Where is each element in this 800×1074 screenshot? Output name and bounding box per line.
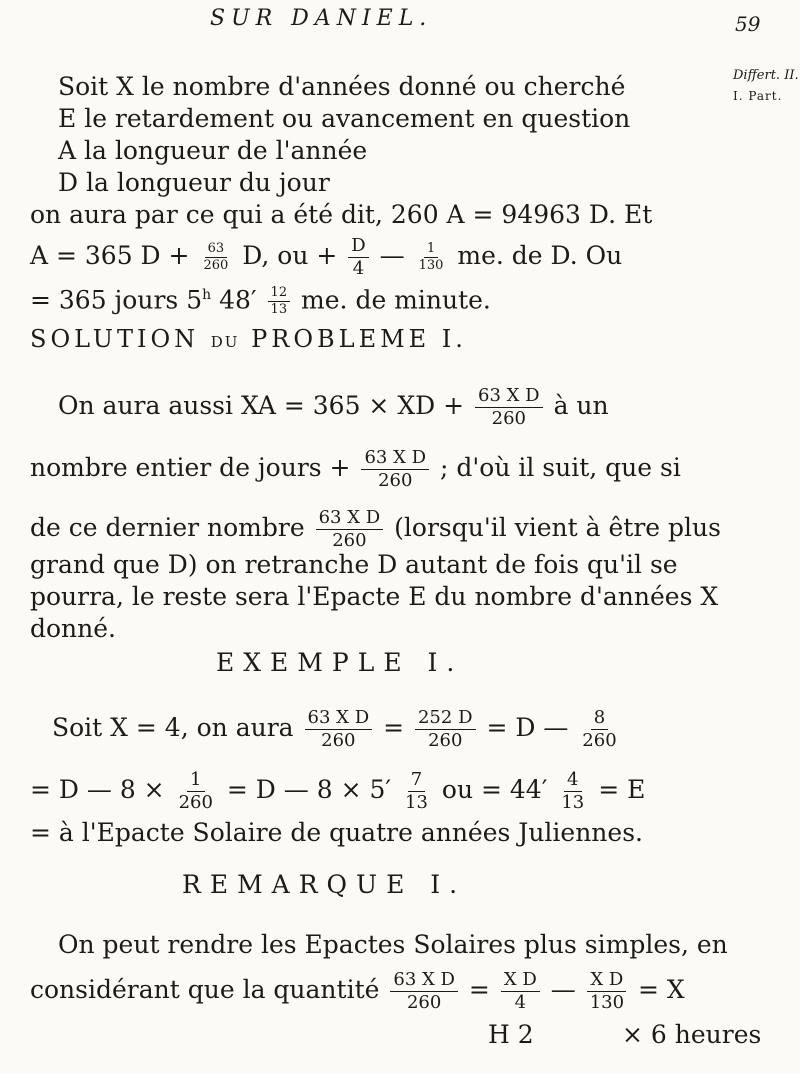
example-line-3: = à l'Epacte Solaire de quatre années Juliennes. xyxy=(30,818,643,847)
fraction-num: 4 xyxy=(564,770,581,792)
fraction xyxy=(415,708,476,751)
eq-part: me. de D. Ou xyxy=(457,241,623,270)
solution-heading xyxy=(30,324,467,357)
fraction-num: 12 xyxy=(268,286,291,302)
fraction-num: 8 xyxy=(591,708,608,730)
eq-part: 48′ xyxy=(219,285,257,315)
margin-note-line1: Differt. II. xyxy=(733,68,799,83)
fraction xyxy=(348,236,368,279)
fraction-den: 260 xyxy=(178,792,213,813)
eq-part: = X xyxy=(638,975,685,1004)
eq-part: = E xyxy=(598,775,646,804)
fraction xyxy=(558,770,587,813)
eq-part: = xyxy=(383,713,405,742)
eq-part: — xyxy=(550,975,576,1004)
margin-note-line2: I. Part. xyxy=(733,89,783,103)
remark-line-2 xyxy=(30,970,685,1013)
margin-note xyxy=(733,66,799,106)
fraction-num: 1 xyxy=(187,770,204,792)
hour-mark: h xyxy=(202,287,212,303)
eq-part: ou = 44′ xyxy=(441,775,548,804)
relation-line: on aura par ce qui a été dit, 260 A = 94963 D. Et xyxy=(30,200,653,229)
heading-word: DU xyxy=(210,333,240,351)
example-heading: EXEMPLE I. xyxy=(216,648,464,677)
remark-line-1: On peut rendre les Epactes Solaires plus simples, en xyxy=(58,930,728,959)
fraction xyxy=(305,708,373,751)
fraction-den: 4 xyxy=(352,258,365,279)
running-title: SUR DANIEL. xyxy=(210,6,433,31)
example-line-2 xyxy=(30,770,645,813)
eq-part: ; d'où il suit, que si xyxy=(440,453,681,482)
fraction-den: 4 xyxy=(514,992,527,1013)
solution-line-6: donné. xyxy=(30,614,116,643)
fraction xyxy=(316,508,384,551)
eq-part: de ce dernier nombre xyxy=(30,513,305,542)
fraction xyxy=(176,770,216,813)
fraction-den: 260 xyxy=(582,730,617,751)
fraction-num: 63 X D xyxy=(305,708,373,730)
fraction xyxy=(390,970,458,1013)
fraction-num: 63 X D xyxy=(475,386,543,408)
fraction-den: 13 xyxy=(405,792,428,813)
eq-part: = D — 8 × 5′ xyxy=(226,775,392,804)
year-length-equation xyxy=(30,236,622,279)
fraction-num: 63 X D xyxy=(316,508,384,530)
fraction xyxy=(361,448,429,491)
fraction-num: X D xyxy=(501,970,540,992)
fraction xyxy=(268,286,291,317)
definition-x: Soit X le nombre d'années donné ou cherché xyxy=(58,72,626,101)
solution-line-5: pourra, le reste sera l'Epacte E du nombre d'années X xyxy=(30,582,719,611)
fraction-den: 13 xyxy=(561,792,585,813)
fraction-den: 130 xyxy=(418,258,444,273)
eq-part: nombre entier de jours + xyxy=(30,453,351,482)
fraction-den: 260 xyxy=(406,992,442,1013)
solution-line-3 xyxy=(30,508,721,551)
fraction xyxy=(579,708,619,751)
fraction-num: X D xyxy=(587,970,626,992)
fraction-den: 260 xyxy=(428,730,463,751)
eq-part: = D — xyxy=(486,713,569,742)
heading-word: PROBLEME I. xyxy=(251,325,467,353)
eq-part: D, ou + xyxy=(242,241,338,270)
fraction-num: 7 xyxy=(408,770,425,792)
fraction-num: 63 xyxy=(205,242,228,258)
fraction-den: 260 xyxy=(321,730,356,751)
remark-line-3a: H 2 xyxy=(488,1020,534,1049)
fraction-den: 260 xyxy=(378,470,413,491)
fraction-den: 13 xyxy=(270,302,288,318)
eq-part: A = 365 D + xyxy=(30,241,190,270)
fraction xyxy=(416,242,447,273)
remark-heading: REMARQUE I. xyxy=(182,870,467,899)
fraction-num: 1 xyxy=(424,242,438,258)
example-line-1 xyxy=(52,708,623,751)
eq-part: (lorsqu'il vient à être plus xyxy=(394,513,721,542)
solution-line-4: grand que D) on retranche D autant de fois qu'il se xyxy=(30,550,678,579)
eq-part: On aura aussi XA = 365 × XD + xyxy=(58,391,465,420)
remark-line-3b: × 6 heures xyxy=(622,1020,762,1049)
eq-part: me. de minute. xyxy=(301,285,491,315)
fraction xyxy=(475,386,543,429)
eq-part: à un xyxy=(553,391,609,420)
fraction xyxy=(200,242,231,273)
solution-line-1 xyxy=(58,386,609,429)
fraction xyxy=(402,770,431,813)
eq-part: = D — 8 × xyxy=(30,775,165,804)
eq-part: Soit X = 4, on aura xyxy=(52,713,294,742)
heading-word: SOLUTION xyxy=(30,325,200,353)
year-length-in-time xyxy=(30,280,491,317)
fraction-den: 260 xyxy=(332,530,367,551)
fraction xyxy=(501,970,540,1013)
fraction-num: 63 X D xyxy=(390,970,458,992)
solution-line-2 xyxy=(30,448,681,491)
fraction-den: 130 xyxy=(589,992,625,1013)
fraction-den: 260 xyxy=(491,408,526,429)
fraction-num: 252 D xyxy=(415,708,476,730)
definition-a: A la longueur de l'année xyxy=(58,136,368,165)
fraction-num: 63 X D xyxy=(361,448,429,470)
fraction-num: D xyxy=(348,236,368,258)
eq-part: considérant que la quantité xyxy=(30,975,380,1004)
fraction xyxy=(587,970,627,1013)
eq-part: = xyxy=(468,975,490,1004)
definition-e: E le retardement ou avancement en question xyxy=(58,104,631,133)
page-number: 59 xyxy=(735,12,761,36)
eq-part: = 365 jours 5 xyxy=(30,285,203,315)
eq-part: — xyxy=(379,241,405,270)
fraction-den: 260 xyxy=(203,258,229,273)
definition-d: D la longueur du jour xyxy=(58,168,330,197)
